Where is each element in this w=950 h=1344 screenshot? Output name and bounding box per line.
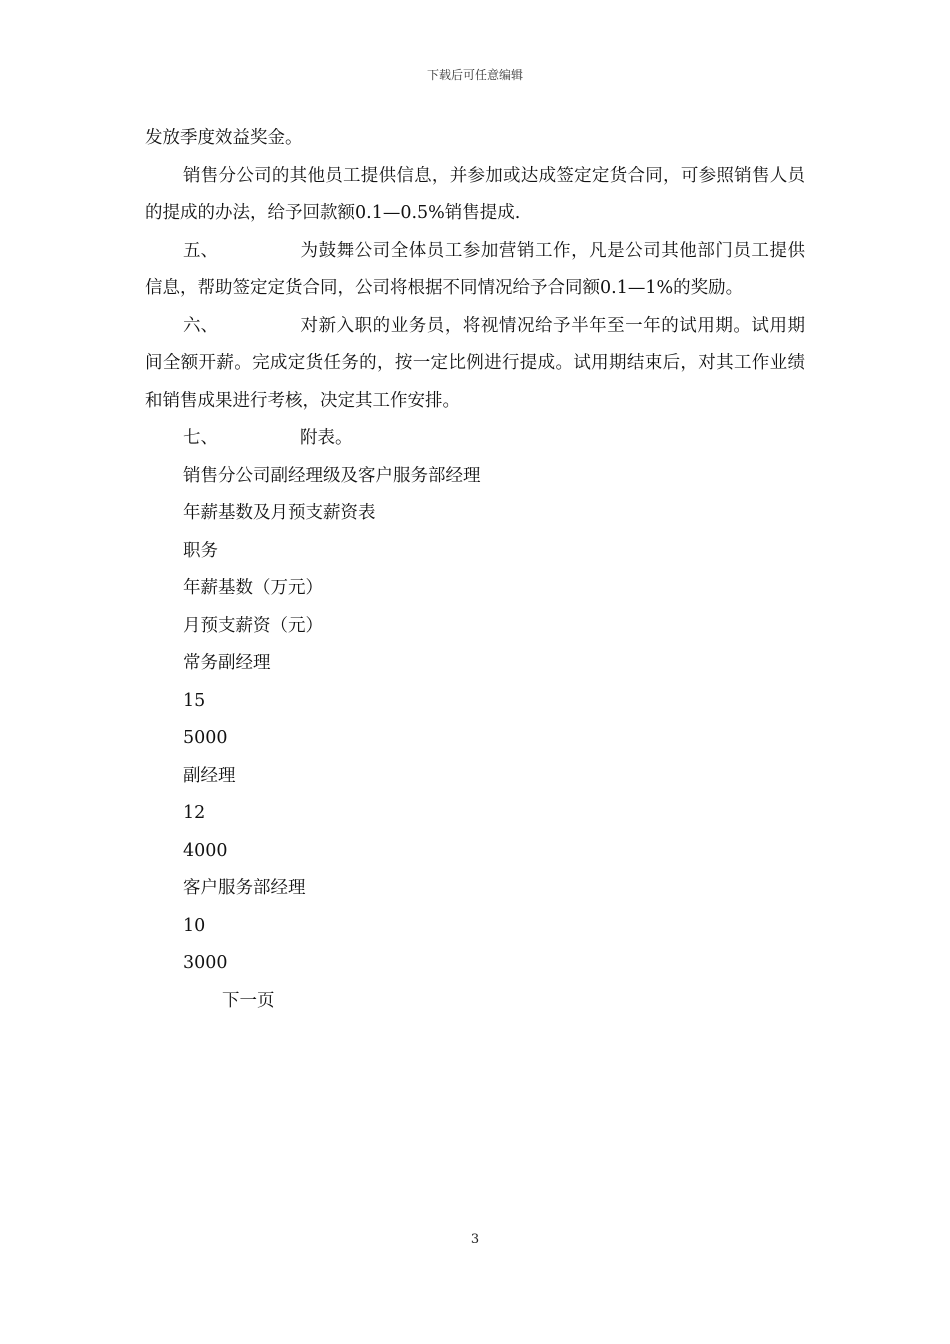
table-header-position: 职务 [183,540,218,561]
table-title-line-1: 销售分公司副经理级及客户服务部经理 [183,465,481,486]
table-cell-monthly-advance: 3000 [183,953,228,973]
table-cell-monthly-advance: 4000 [183,840,228,861]
table-header-monthly-advance: 月预支薪资（元） [183,615,323,636]
table-cell-annual-base: 15 [183,690,206,711]
item-5-text: 为鼓舞公司全体员工参加营销工作，凡是公司其他部门员工提供信息，帮助签定定货合同，公司将根据不同情况给予合同额0.1—1%的奖励。 [145,240,805,298]
table-cell-annual-base: 10 [183,915,206,936]
paragraph-item-7 [145,420,805,458]
paragraph-item-5 [145,233,805,308]
item-6-text: 对新入职的业务员，将视情况给予半年至一年的试用期。试用期间全额开薪。完成定货任务的，按一定比例进行提成。试用期结束后，对其工作业绩和销售成果进行考核，决定其工作安排。 [145,315,805,411]
next-page-link[interactable]: 下一页 [222,990,275,1011]
table-cell-position: 副经理 [183,765,236,786]
table-header-annual-base: 年薪基数（万元） [183,578,323,598]
table-title-line-2: 年薪基数及月预支薪资表 [183,503,376,523]
paragraph-other-staff-commission: 销售分公司的其他员工提供信息，并参加或达成签定定货合同，可参照销售人员的提成的办法，给予回款额0.1—0.5%销售提成. [145,165,805,223]
document-body [145,120,805,1020]
table-cell-monthly-advance: 5000 [183,728,228,748]
item-number-6: 六、 [183,315,218,336]
paragraph-item-6 [145,308,805,421]
table-cell-position: 常务副经理 [183,653,271,673]
table-cell-position: 客户服务部经理 [183,878,306,898]
item-number-7: 七、 [183,428,218,448]
paragraph-bonus: 发放季度效益奖金。 [145,128,303,148]
page-number: 3 [470,1232,480,1247]
table-cell-annual-base: 12 [183,803,206,823]
page-header: 下载后可任意编辑 [426,68,523,82]
item-number-5: 五、 [183,240,218,261]
item-7-text: 附表。 [300,428,353,448]
